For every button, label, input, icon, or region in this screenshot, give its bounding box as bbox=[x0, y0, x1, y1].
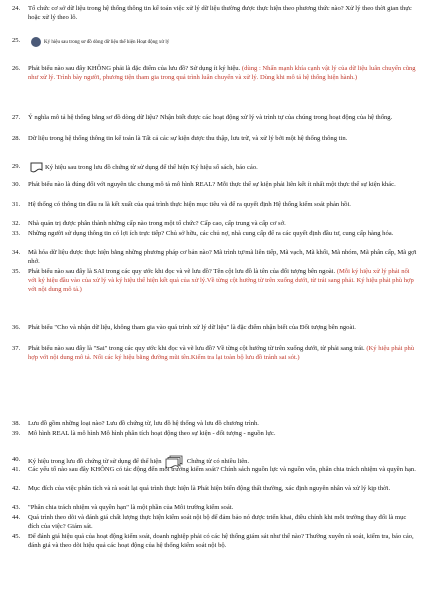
question-number: 35. bbox=[12, 268, 21, 275]
question-text: Những người sử dụng thông tin có lợi ích trực tiếp? Chủ sở hữu, các chủ nợ, nhà cung cấp để ra các quyết định đầu tư, cung cấp hàng hóa. bbox=[28, 230, 394, 237]
question-text: Phát biểu "Cho và nhận dữ liệu, không tham gia vào quá trình xử lý dữ liệu" là đặc điểm nhận biết của Đối tượng bên ngoài. bbox=[28, 324, 356, 331]
question-text: Nhà quản trị được phân thành những cấp nào trong một tổ chức? Cấp cao, cấp trung và cấp cơ sở. bbox=[28, 220, 286, 227]
question-31 bbox=[12, 200, 418, 209]
question-30 bbox=[12, 180, 418, 189]
question-24 bbox=[12, 4, 418, 22]
question-36 bbox=[12, 323, 418, 332]
question-text: Lưu đồ gồm những loại nào? Lưu đồ chứng từ, lưu đồ hệ thống và lưu đồ chương trình. bbox=[28, 420, 259, 427]
question-text: Phát biểu nào sau đây là "Sai" trong các quy ước khi đọc và vẽ lưu đồ? Về từng cột hướng từ trên xuống dưới, từ phải sang trái. bbox=[28, 345, 365, 352]
question-43 bbox=[12, 503, 418, 512]
question-number: 29. bbox=[12, 163, 21, 170]
question-number: 27. bbox=[12, 114, 21, 121]
process-circle-icon bbox=[30, 36, 42, 47]
question-body bbox=[28, 267, 418, 295]
question-45 bbox=[12, 532, 418, 550]
question-44 bbox=[12, 513, 418, 531]
question-37 bbox=[12, 344, 418, 362]
question-number: 39. bbox=[12, 430, 21, 437]
question-text: Ý nghĩa mô tả hệ thống bằng sơ đồ dòng dữ liệu? Nhận biết được các hoạt động xử lý và trình tự của chúng trong hoạt động của hệ thống. bbox=[28, 114, 393, 121]
question-number: 45. bbox=[12, 533, 21, 540]
question-number: 30. bbox=[12, 181, 21, 188]
question-number: 31. bbox=[12, 201, 21, 208]
question-number: 42. bbox=[12, 485, 21, 492]
question-text-row bbox=[28, 36, 418, 47]
question-42 bbox=[12, 484, 418, 493]
question-29 bbox=[12, 162, 418, 173]
question-41 bbox=[12, 465, 418, 474]
question-number: 38. bbox=[12, 420, 21, 427]
question-text: Các yếu tố nào sau đây KHÔNG có tác động đến môi trường kiểm soát? Chính sách nguồn lực và nguồn vốn, phân chia trách nhiệm và quyền hạn. bbox=[28, 466, 416, 473]
question-number: 40. bbox=[12, 456, 21, 463]
question-26 bbox=[12, 64, 418, 82]
question-27 bbox=[12, 113, 418, 122]
question-text: Mô hình REAL là mô hình Mô hình phân tích hoạt động theo sự kiện - đối tượng - nguồn lực. bbox=[28, 430, 276, 437]
question-number: 43. bbox=[12, 504, 21, 511]
question-number: 25. bbox=[12, 37, 21, 44]
answer-note: (Mỗi ký hiệu xử lý phải nối với ký hiệu đầu vào của xử lý và ký hiệu thể hiện kết quả của xử lý.Về từng cột hướng từ trên xuống dưới, từ trái sang phải. Ký hiệu phải phù hợp với nội dung mô tả.) bbox=[28, 268, 414, 294]
question-number: 34. bbox=[12, 249, 21, 256]
question-text: Ký hiệu sau trong lưu đồ chứng từ sử dụng để thể hiện Ký hiệu số sách, báo cáo. bbox=[45, 164, 258, 172]
question-text: Để đánh giá hiệu quả của hoạt động kiểm soát, doanh nghiệp phải có các hệ thống giám sát như thế nào? Thường xuyên rà soát, kiểm tra, báo cáo, đánh giá và theo dõi hiệu quả các hoạt động của hệ thống kiểm soát nội bộ. bbox=[28, 533, 414, 550]
question-text: Quá trình theo dõi và đánh giá chất lượng thực hiện kiểm soát nội bộ để đảm bảo nó được triển khai, điều chỉnh khi môi trường thay đổi là mục đích của việc? Giám sát. bbox=[28, 514, 407, 531]
question-body bbox=[28, 64, 418, 82]
question-number: 37. bbox=[12, 345, 21, 352]
question-number: 24. bbox=[12, 5, 21, 12]
question-38 bbox=[12, 419, 418, 428]
question-text: Phát biểu nào sau đây là SAI trong các quy ước khi đọc và vẽ lưu đồ? Tên cột lưu đồ là tên của đối tượng bên ngoài. bbox=[28, 268, 336, 275]
question-number: 33. bbox=[12, 230, 21, 237]
question-number: 41. bbox=[12, 466, 21, 473]
question-body bbox=[28, 344, 418, 362]
question-text: Mã hóa dữ liệu được thực hiện bằng những phương pháp cơ bản nào? Mã trình tự/mã liên tiếp, Mã vạch, Mã khối, Mã nhóm, Mã phân cấp, Mã gợi nhớ. bbox=[28, 249, 417, 266]
question-text-row bbox=[28, 162, 418, 173]
question-number: 44. bbox=[12, 514, 21, 521]
question-text: Mục đích của việc phân tích và rà soát lại quá trình thực hiện là Phát hiện biến động thất thường, xác định nguyên nhân và xử lý kịp thời. bbox=[28, 485, 391, 492]
question-number: 32. bbox=[12, 220, 21, 227]
question-33 bbox=[12, 229, 418, 238]
question-text: Phát biểu nào sau đây KHÔNG phải là đặc điểm của lưu đồ? Sử dụng ít ký hiệu. bbox=[28, 65, 241, 72]
question-25 bbox=[12, 36, 418, 47]
question-text: Phát biểu nào là đúng đối với nguyên tắc chung mô tả mô hình REAL? Mỗi thực thể sự kiện phải liên kết ít nhất một thực thể sự kiện khác. bbox=[28, 181, 396, 188]
question-39 bbox=[12, 429, 418, 438]
question-text: Dữ liệu trong hệ thống thông tin kế toán là Tất cả các sự kiện được thu thập, lưu trữ, và xử lý bởi một hệ thống thông tin. bbox=[28, 135, 348, 142]
question-number: 26. bbox=[12, 65, 21, 72]
question-35 bbox=[12, 267, 418, 295]
question-text: "Phân chia trách nhiệm và quyền hạn" là một phần của Môi trường kiểm soát. bbox=[28, 504, 234, 511]
question-number: 28. bbox=[12, 135, 21, 142]
question-34 bbox=[12, 248, 418, 266]
question-32 bbox=[12, 219, 418, 228]
question-28 bbox=[12, 134, 418, 143]
question-text: Tổ chức cơ sở dữ liệu trong hệ thống thông tin kế toán việc xử lý dữ liệu thường được thực hiện theo phương thức nào? Xử lý theo thời gian thực hoặc xử lý theo lô. bbox=[28, 5, 412, 22]
document-wave-icon bbox=[30, 162, 43, 173]
question-text: Ký hiệu trong lưu đồ chứng từ sử dụng để thể hiện bbox=[28, 458, 162, 466]
question-number: 36. bbox=[12, 324, 21, 331]
answer-note: (Ký hiệu phải phù hợp với nội dung mô tả. Nối các ký hiệu bằng đường mũi tên.Kiểm tra lại toàn bộ lưu đồ tránh sai sót.) bbox=[28, 345, 415, 362]
answer-note: (dùng : Nhấn mạnh khía cạnh vật lý của dữ liệu luân chuyển cũng như xử lý. Trình bày người, phương tiện tham gia trong quá trình luân chuyển và xử lý. Dùng khi mô tả hệ thống hiện hành.) bbox=[28, 65, 416, 82]
question-text: Ký hiệu sau trong sơ đồ dòng dữ liệu thể hiện Hoạt động xử lý bbox=[44, 40, 170, 46]
question-answer: Chứng từ có nhiều liên. bbox=[186, 458, 250, 466]
question-text: Hệ thống có thông tin đầu ra là kết xuất của quá trình thực hiện mục tiêu và để ra quyết định Hệ thống kiểm soát phản hồi. bbox=[28, 201, 351, 208]
